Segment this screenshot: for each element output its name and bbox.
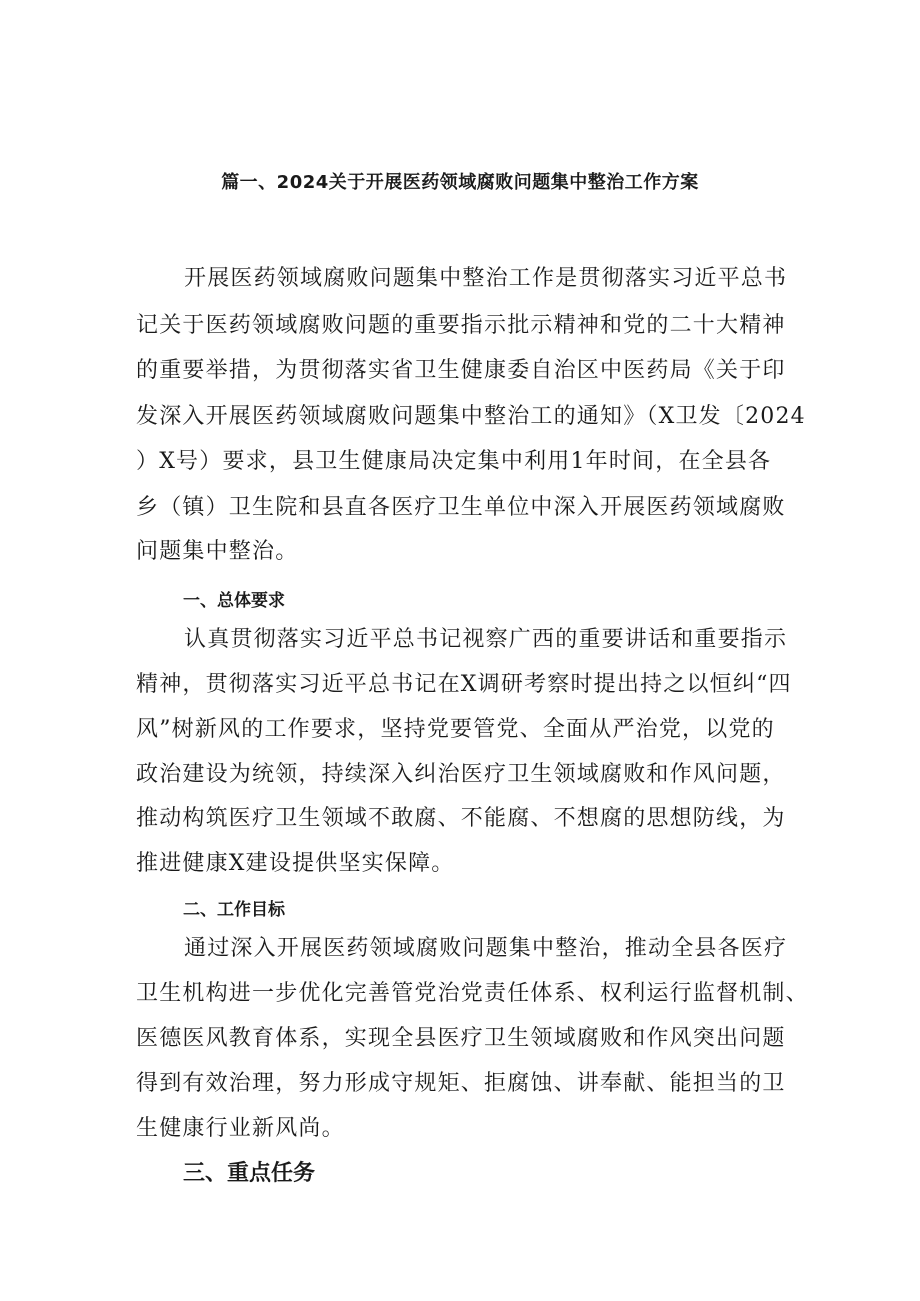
section1-line-5: 推动构筑医疗卫生领域不敢腐、不能腐、不想腐的思想防线，为 bbox=[136, 806, 786, 831]
section-heading-2: 二、工作目标 bbox=[183, 900, 285, 920]
intro-line-7: 问题集中整治。 bbox=[136, 539, 299, 564]
intro-line-2: 记关于医药领域腐败问题的重要指示批示精神和党的二十大精神 bbox=[136, 313, 786, 338]
intro-line-5: ）X号）要求，县卫生健康局决定集中利用1年时间，在全县各 bbox=[136, 449, 772, 474]
document-title: 篇一、2024关于开展医药领域腐败问题集中整治工作方案 bbox=[221, 172, 699, 193]
section1-line-1: 认真贯彻落实习近平总书记视察广西的重要讲话和重要指示 bbox=[184, 627, 788, 652]
section2-line-4: 得到有效治理，努力形成守规矩、拒腐蚀、讲奉献、能担当的卫 bbox=[136, 1071, 786, 1096]
section2-line-5: 生健康行业新风尚。 bbox=[136, 1116, 345, 1141]
intro-line-6: 乡（镇）卫生院和县直各医疗卫生单位中深入开展医药领域腐败 bbox=[136, 495, 786, 520]
intro-line-4: 发深入开展医药领域腐败问题集中整治工的通知》（X卫发〔2024 bbox=[136, 404, 806, 429]
section2-line-2: 卫生机构进一步优化完善管党治党责任体系、权利运行监督机制、 bbox=[136, 981, 809, 1006]
section-heading-3: 三、重点任务 bbox=[183, 1161, 316, 1186]
section1-line-2: 精神，贯彻落实习近平总书记在X调研考察时提出持之以恒纠“四 bbox=[136, 672, 792, 697]
intro-line-1: 开展医药领域腐败问题集中整治工作是贯彻落实习近平总书 bbox=[184, 266, 788, 291]
section2-line-3: 医德医风教育体系，实现全县医疗卫生领域腐败和作风突出问题 bbox=[136, 1026, 786, 1051]
section1-line-3: 风”树新风的工作要求，坚持党要管党、全面从严治党，以党的 bbox=[136, 717, 775, 742]
section-heading-1: 一、总体要求 bbox=[183, 591, 285, 611]
section1-line-4: 政治建设为统领，持续深入纠治医疗卫生领域腐败和作风问题， bbox=[136, 762, 786, 787]
intro-line-3: 的重要举措，为贯彻落实省卫生健康委自治区中医药局《关于印 bbox=[136, 358, 786, 383]
section1-line-6: 推进健康X建设提供坚实保障。 bbox=[136, 851, 455, 876]
section2-line-1: 通过深入开展医药领域腐败问题集中整治，推动全县各医疗 bbox=[184, 936, 788, 961]
